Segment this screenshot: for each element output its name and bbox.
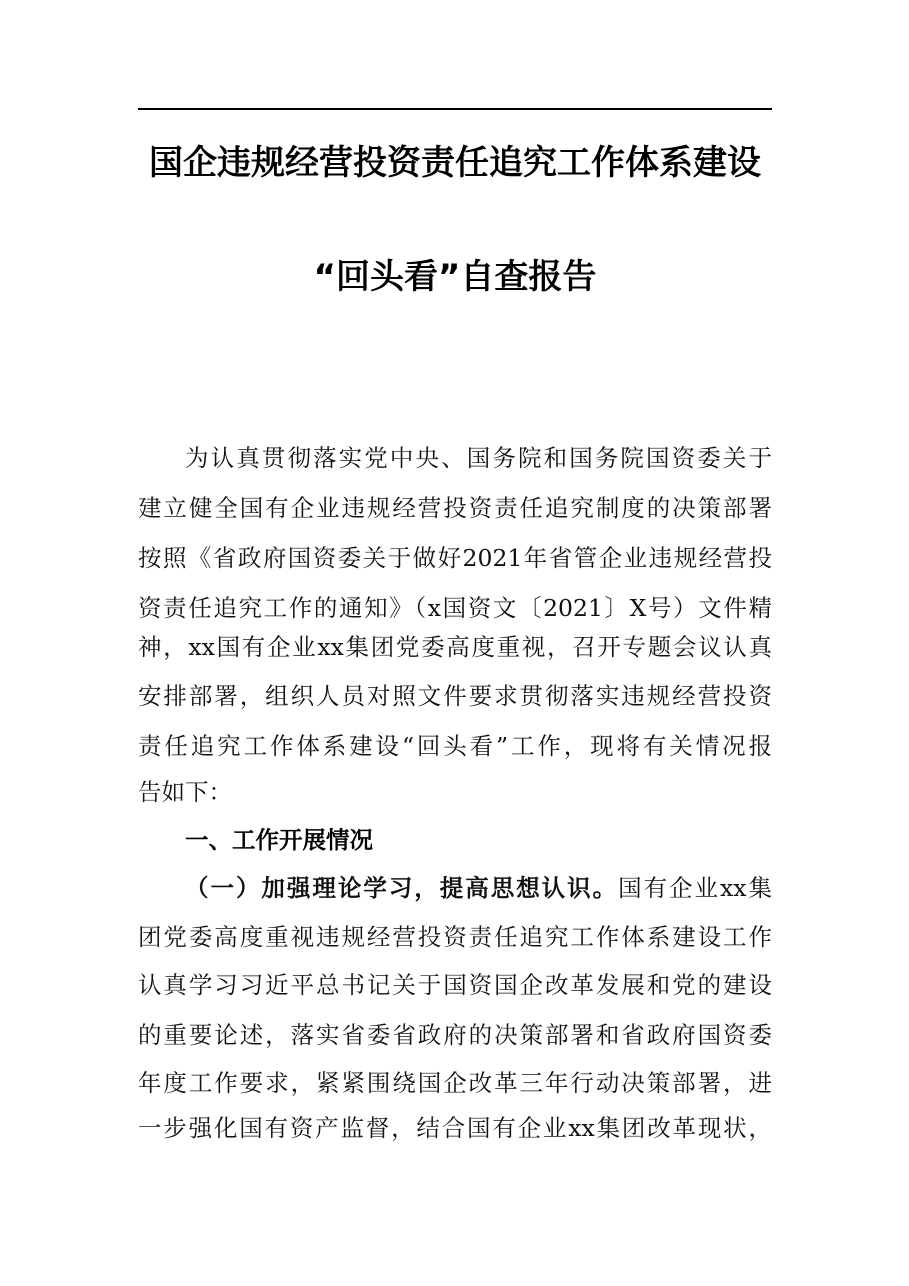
subsection-line: 认真学习习近平总书记关于国资国企改革发展和党的建设 [138, 971, 772, 999]
top-rule [138, 108, 772, 110]
subsection-line: 的重要论述，落实省委省政府的决策部署和省政府国资委 [138, 1021, 772, 1049]
subsection-line: 一步强化国有资产监督，结合国有企业xx集团改革现状， [138, 1114, 772, 1142]
subsection-first-line [185, 873, 772, 903]
subsection-line: 团党委高度重视违规经营投资责任追究工作体系建设工作 [138, 923, 772, 951]
intro-line: 告如下： [138, 778, 232, 806]
intro-line: 建立健全国有企业违规经营投资责任追究制度的决策部署 [138, 494, 772, 522]
subsection-text: 国有企业xx集 [618, 874, 772, 902]
intro-line: 安排部署，组织人员对照文件要求贯彻落实违规经营投资 [138, 682, 772, 710]
intro-line: 资责任追究工作的通知》（x国资文〔2021〕X号）文件精 [138, 594, 772, 622]
intro-line: 责任追究工作体系建设“回头看”工作，现将有关情况报 [138, 732, 772, 760]
intro-line: 为认真贯彻落实党中央、国务院和国务院国资委关于 [185, 444, 772, 472]
intro-line: 按照《省政府国资委关于做好2021年省管企业违规经营投 [138, 544, 772, 572]
document-title-line-1: 国企违规经营投资责任追究工作体系建设 [149, 143, 761, 183]
section-heading: 一、工作开展情况 [185, 826, 373, 854]
subsection-heading: （一）加强理论学习，提高思想认识。 [185, 874, 619, 902]
subsection-line: 年度工作要求，紧紧围绕国企改革三年行动决策部署，进 [138, 1069, 772, 1097]
intro-line: 神，xx国有企业xx集团党委高度重视，召开专题会议认真 [138, 633, 772, 661]
document-title-line-2: “回头看”自查报告 [313, 257, 597, 297]
